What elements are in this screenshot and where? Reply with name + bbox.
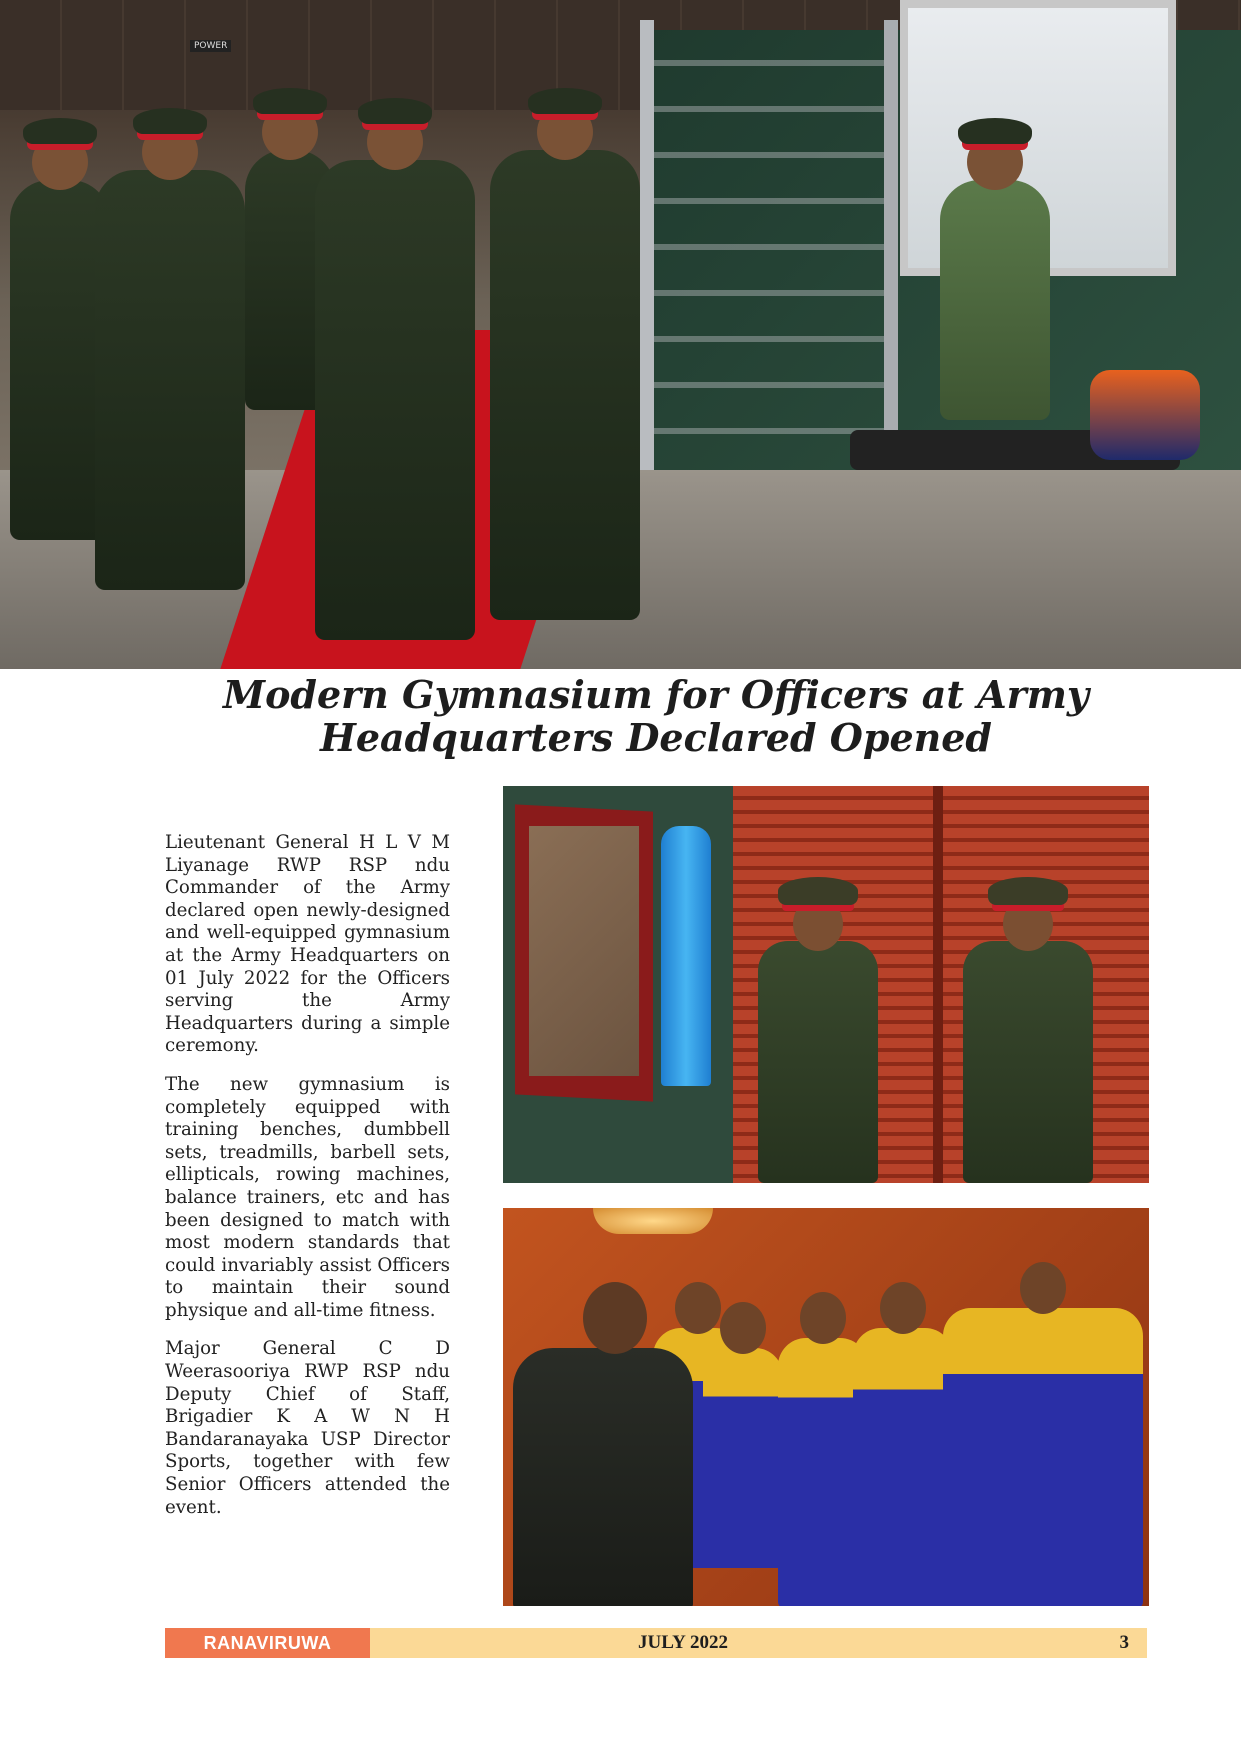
hero-officer bbox=[315, 160, 475, 640]
commander-handshake bbox=[513, 1348, 693, 1606]
hero-gym-machine bbox=[640, 20, 898, 490]
ceiling-lamp bbox=[593, 1208, 713, 1234]
hero-officer bbox=[95, 170, 245, 590]
hero-photo bbox=[0, 0, 1241, 669]
athlete bbox=[943, 1308, 1143, 1606]
article-paragraph: Lieutenant General H L V M Liyanage RWP RSP ndu Commander of the Army declared open newly-designed and well-equipped gymnasium at the Army Headquarters on 01 July 2022 for the Officers serving the Army Headquarters during a simple ceremony. bbox=[165, 832, 450, 1057]
hero-officer bbox=[490, 150, 640, 620]
hero-soldier-camouflage bbox=[940, 180, 1050, 420]
article-paragraph: Major General C D Weerasooriya RWP RSP ndu Deputy Chief of Staff, Brigadier K A W N H Bandaranayaka USP Director Sports, together with few Senior Officers attended the event. bbox=[165, 1338, 450, 1518]
article-paragraph: The new gymnasium is completely equipped with training benches, dumbbell sets, treadmills, barbell sets, ellipticals, rowing machines, balance trainers, etc and has been designed to match with most modern standards that could invariably assist Officers to maintain their sound physique and all-time fitness. bbox=[165, 1073, 450, 1321]
athlete bbox=[703, 1348, 783, 1568]
plaque-unveiling-photo bbox=[503, 786, 1149, 1183]
issue-date: JULY 2022 bbox=[638, 1632, 728, 1653]
hero-athlete bbox=[1090, 370, 1200, 460]
article-body bbox=[165, 832, 450, 1535]
publication-name: RANAVIRUWA bbox=[165, 1628, 370, 1658]
photo-officer bbox=[963, 941, 1093, 1183]
blue-curtain bbox=[661, 826, 711, 1086]
photo-louvre-divider bbox=[933, 786, 943, 1183]
photo-officer bbox=[758, 941, 878, 1183]
page-footer bbox=[165, 1628, 1147, 1658]
greeting-athletes-photo bbox=[503, 1208, 1149, 1606]
page-number: 3 bbox=[1119, 1632, 1129, 1653]
athlete bbox=[853, 1328, 953, 1606]
plaque-inscription-panel bbox=[529, 826, 639, 1076]
article-title: Modern Gymnasium for Officers at Army Headquarters Declared Opened bbox=[223, 672, 1089, 760]
hero-sign: POWER bbox=[190, 40, 231, 52]
